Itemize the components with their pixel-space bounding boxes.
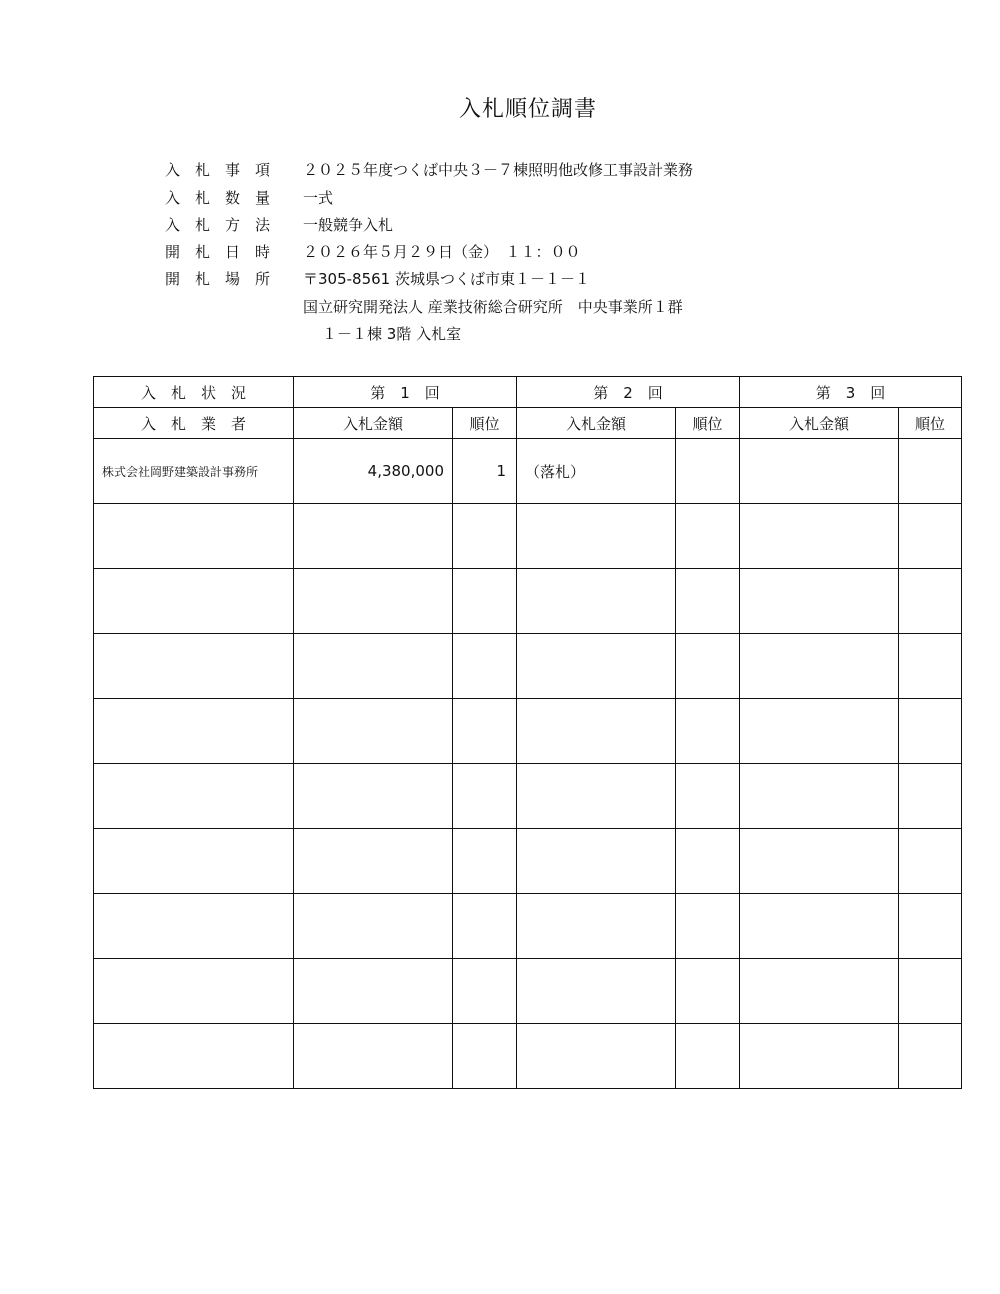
round-2-rank — [676, 439, 740, 504]
address-continuation-1: 国立研究開発法人 産業技術総合研究所 中央事業所１群 — [303, 298, 683, 316]
table-row — [94, 829, 962, 894]
round-3-rank — [899, 894, 962, 959]
round-1-amount — [294, 504, 453, 569]
round-2-rank — [676, 959, 740, 1024]
round-1-amount — [294, 1024, 453, 1089]
round-2-header: 第 2 回 — [517, 377, 740, 408]
round-1-rank: 1 — [453, 439, 517, 504]
round-1-amount — [294, 894, 453, 959]
round-3-rank — [899, 959, 962, 1024]
bidder-name — [94, 894, 294, 959]
round-3-rank — [899, 439, 962, 504]
rank-header: 順位 — [453, 408, 517, 439]
round-3-header: 第 3 回 — [740, 377, 962, 408]
round-2-rank — [676, 569, 740, 634]
table-row — [94, 764, 962, 829]
round-3-amount — [740, 569, 899, 634]
round-1-rank — [453, 764, 517, 829]
round-2-amount — [517, 569, 676, 634]
info-row-method — [165, 212, 393, 238]
amount-header: 入札金額 — [740, 408, 899, 439]
round-2-amount — [517, 764, 676, 829]
table-row — [94, 699, 962, 764]
round-1-rank — [453, 569, 517, 634]
round-1-rank — [453, 504, 517, 569]
round-1-rank — [453, 959, 517, 1024]
info-label: 入 札 数 量 — [165, 189, 271, 207]
round-2-rank — [676, 1024, 740, 1089]
round-1-amount: 4,380,000 — [294, 439, 453, 504]
info-label: 入 札 事 項 — [165, 161, 271, 179]
amount-header: 入札金額 — [517, 408, 676, 439]
table-row — [94, 894, 962, 959]
info-row-datetime — [165, 239, 581, 265]
round-2-amount — [517, 634, 676, 699]
round-3-rank — [899, 634, 962, 699]
round-3-amount — [740, 699, 899, 764]
round-3-rank — [899, 699, 962, 764]
round-1-rank — [453, 1024, 517, 1089]
round-2-amount — [517, 699, 676, 764]
bidder-name — [94, 569, 294, 634]
bidder-name: 株式会社岡野建築設計事務所 — [94, 439, 294, 504]
round-3-rank — [899, 504, 962, 569]
bidder-name — [94, 699, 294, 764]
bidder-name — [94, 634, 294, 699]
info-value: 一般競争入札 — [303, 216, 394, 234]
round-2-amount — [517, 1024, 676, 1089]
bidder-name — [94, 959, 294, 1024]
rank-header: 順位 — [676, 408, 740, 439]
address-continuation-2: １－１棟 3階 入札室 — [322, 325, 462, 343]
round-3-amount — [740, 439, 899, 504]
bidder-name — [94, 504, 294, 569]
table-header-row-rounds — [94, 377, 962, 408]
amount-header: 入札金額 — [294, 408, 453, 439]
round-2-amount — [517, 829, 676, 894]
round-2-rank — [676, 829, 740, 894]
rank-header: 順位 — [899, 408, 962, 439]
table-header-row-columns — [94, 408, 962, 439]
round-3-rank — [899, 764, 962, 829]
round-1-amount — [294, 699, 453, 764]
bidder-name — [94, 1024, 294, 1089]
info-row-subject — [165, 157, 693, 183]
page-title: 入札順位調書 — [458, 97, 597, 122]
table-row — [94, 1024, 962, 1089]
round-3-rank — [899, 1024, 962, 1089]
round-2-amount: （落札） — [517, 439, 676, 504]
bidder-name — [94, 764, 294, 829]
round-2-rank — [676, 634, 740, 699]
round-2-rank — [676, 504, 740, 569]
round-3-rank — [899, 569, 962, 634]
round-2-amount — [517, 504, 676, 569]
round-2-amount — [517, 959, 676, 1024]
table-row — [94, 439, 962, 504]
table-row — [94, 634, 962, 699]
round-1-amount — [294, 829, 453, 894]
round-3-amount — [740, 829, 899, 894]
info-value: ２０２５年度つくば中央３－７棟照明他改修工事設計業務 — [303, 161, 694, 179]
bidder-name — [94, 829, 294, 894]
round-1-header: 第 1 回 — [294, 377, 517, 408]
info-label: 開 札 日 時 — [165, 243, 271, 261]
round-3-amount — [740, 1024, 899, 1089]
round-3-amount — [740, 504, 899, 569]
bid-ranking-table — [93, 376, 962, 1089]
bidder-header: 入 札 業 者 — [94, 408, 294, 439]
round-2-rank — [676, 699, 740, 764]
round-1-amount — [294, 569, 453, 634]
info-value: 一式 — [303, 189, 334, 207]
round-3-rank — [899, 829, 962, 894]
round-2-amount — [517, 894, 676, 959]
info-row-quantity — [165, 185, 333, 211]
round-1-amount — [294, 634, 453, 699]
info-row-location — [165, 266, 590, 292]
status-header: 入 札 状 況 — [94, 377, 294, 408]
round-3-amount — [740, 894, 899, 959]
round-3-amount — [740, 634, 899, 699]
round-2-rank — [676, 764, 740, 829]
table-row — [94, 504, 962, 569]
info-value: ２０２６年５月２９日（金） １１：００ — [303, 243, 581, 261]
round-1-amount — [294, 959, 453, 1024]
round-1-amount — [294, 764, 453, 829]
round-3-amount — [740, 959, 899, 1024]
round-1-rank — [453, 894, 517, 959]
round-2-rank — [676, 894, 740, 959]
round-3-amount — [740, 764, 899, 829]
table-row — [94, 959, 962, 1024]
round-1-rank — [453, 699, 517, 764]
table-row — [94, 569, 962, 634]
info-label: 開 札 場 所 — [165, 270, 271, 288]
info-label: 入 札 方 法 — [165, 216, 271, 234]
round-1-rank — [453, 829, 517, 894]
round-1-rank — [453, 634, 517, 699]
info-value: 〒305-8561 茨城県つくば市東１－１－１ — [303, 270, 590, 288]
